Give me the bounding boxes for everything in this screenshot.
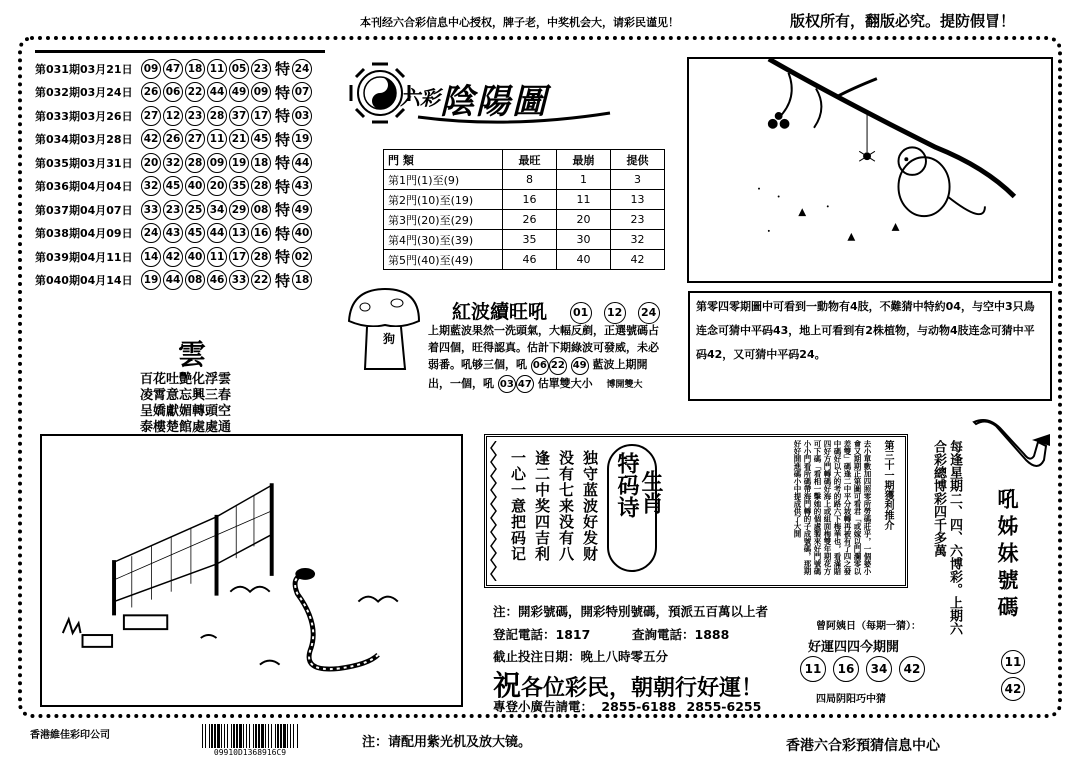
draw-ball: 34 bbox=[207, 200, 227, 220]
draw-ball: 09 bbox=[207, 153, 227, 173]
stats-cell: 13 bbox=[611, 190, 665, 210]
barcode-number: 09910D1368916C9 bbox=[213, 748, 287, 757]
door-stats-table bbox=[383, 149, 665, 270]
draw-ball: 28 bbox=[185, 153, 205, 173]
guess-ball: 42 bbox=[899, 656, 925, 682]
stats-cell: 40 bbox=[557, 250, 611, 270]
draw-ball: 45 bbox=[251, 129, 271, 149]
register-phone-value: 1817 bbox=[555, 627, 591, 642]
draw-ball: 26 bbox=[163, 129, 183, 149]
draw-ball: 09 bbox=[251, 82, 271, 102]
draw-ball: 17 bbox=[251, 106, 271, 126]
special-mark: 特 bbox=[275, 248, 291, 267]
draw-ball: 18 bbox=[251, 153, 271, 173]
stats-cell: 第2門(10)至(19) bbox=[384, 190, 503, 210]
draw-row bbox=[35, 81, 325, 105]
draw-ball: 23 bbox=[163, 200, 183, 220]
draw-ball: 44 bbox=[207, 82, 227, 102]
hongbo-inline-ball: 22 bbox=[549, 357, 567, 375]
guess-ball: 16 bbox=[833, 656, 859, 682]
zodiac-side-text: 第三十一期獲利推介 bbox=[882, 440, 893, 530]
rat-spider-picture bbox=[687, 57, 1053, 283]
stats-cell: 3 bbox=[611, 170, 665, 190]
ad-line bbox=[493, 697, 761, 715]
draw-ball: 43 bbox=[163, 223, 183, 243]
draw-ball: 14 bbox=[141, 247, 161, 267]
draw-history bbox=[35, 50, 325, 292]
zodiac-circle-left: 特码诗 bbox=[614, 452, 640, 518]
draw-ball: 11 bbox=[207, 129, 227, 149]
query-phone-label: 查詢電話： bbox=[632, 627, 695, 642]
query-phone-value: 1888 bbox=[694, 627, 730, 642]
draw-label: 第031期03月21日 bbox=[35, 62, 133, 76]
draw-ball: 16 bbox=[251, 223, 271, 243]
hongbo-line1: 上期藍波果然一洗頭氣，大幅反剷，正選號碼占着四個，旺得認真。估計下期綠波可發威，未必弱番。吼够三個，吼 bbox=[428, 324, 659, 371]
hongbo-ball: 12 bbox=[604, 302, 626, 324]
cloud-poem-line: 泰樓楚館處處通 bbox=[140, 420, 232, 435]
cloud-poem-line: 呈嬌獻媚轉頭空 bbox=[140, 404, 232, 419]
blessing-text: 各位彩民，朝朝行好運！ bbox=[521, 676, 764, 701]
special-ball: 18 bbox=[292, 270, 312, 290]
draw-ball: 27 bbox=[141, 106, 161, 126]
draw-row bbox=[35, 245, 325, 269]
hongbo-tail: 博開雙大 bbox=[606, 379, 643, 390]
draw-row bbox=[35, 269, 325, 293]
sister-ball: 42 bbox=[1001, 677, 1025, 701]
special-mark: 特 bbox=[275, 130, 291, 149]
header-copyright: 版权所有，翻版必究。提防假冒！ bbox=[790, 12, 1016, 30]
draw-ball: 12 bbox=[163, 106, 183, 126]
mushroom-dog: 狗 bbox=[383, 332, 396, 346]
draw-ball: 08 bbox=[251, 200, 271, 220]
blessing-big: 祝 bbox=[493, 669, 522, 702]
draw-row bbox=[35, 151, 325, 175]
draw-ball: 20 bbox=[141, 153, 161, 173]
stats-cell: 26 bbox=[503, 210, 557, 230]
draw-ball: 17 bbox=[229, 247, 249, 267]
zigzag-border-icon bbox=[490, 441, 502, 581]
zodiac-poem-col1: 独守蓝波好发财 bbox=[581, 450, 599, 562]
draw-ball: 24 bbox=[141, 223, 161, 243]
zodiac-poem-col2: 没有七来没有八 bbox=[557, 450, 575, 562]
draw-ball: 23 bbox=[185, 106, 205, 126]
draw-ball: 28 bbox=[251, 247, 271, 267]
query-phone bbox=[632, 625, 729, 643]
special-ball: 49 bbox=[292, 200, 312, 220]
draw-ball: 11 bbox=[207, 247, 227, 267]
draw-ball: 27 bbox=[185, 129, 205, 149]
stats-header: 提供 bbox=[611, 150, 665, 170]
special-ball: 44 bbox=[292, 153, 312, 173]
draw-ball: 23 bbox=[251, 59, 271, 79]
draw-ball: 20 bbox=[207, 176, 227, 196]
hongbo-body bbox=[428, 322, 668, 394]
draw-ball: 33 bbox=[141, 200, 161, 220]
stats-cell: 20 bbox=[557, 210, 611, 230]
special-mark: 特 bbox=[275, 107, 291, 126]
guess-foot: 四局阴阳巧中猜 bbox=[816, 694, 886, 705]
register-phone bbox=[493, 625, 590, 643]
zodiac-circle-right: 生肖 bbox=[638, 470, 664, 514]
draw-ball: 33 bbox=[229, 270, 249, 290]
guess-ball: 11 bbox=[800, 656, 826, 682]
guess-balls bbox=[800, 656, 925, 682]
stats-cell: 8 bbox=[503, 170, 557, 190]
cloud-poem bbox=[140, 372, 231, 436]
draw-ball: 32 bbox=[163, 153, 183, 173]
hongbo-ball: 01 bbox=[570, 302, 592, 324]
ad-label: 專登小廣告請電： bbox=[493, 699, 594, 714]
draw-ball: 19 bbox=[229, 153, 249, 173]
special-mark: 特 bbox=[275, 224, 291, 243]
hongbo-title bbox=[452, 297, 660, 324]
cloud-poem-line: 百花吐艷化浮雲 bbox=[140, 372, 232, 387]
stats-cell: 11 bbox=[557, 190, 611, 210]
special-mark: 特 bbox=[275, 201, 291, 220]
cloud-poem-line: 凌霄意忘興三春 bbox=[140, 388, 232, 403]
viewing-note: 注：请配用紫光机及放大镜。 bbox=[362, 735, 532, 750]
saxophone-icon bbox=[966, 416, 1052, 482]
logo-title: 陰陽圖 bbox=[440, 82, 548, 122]
stats-cell: 第3門(20)至(29) bbox=[384, 210, 503, 230]
hongbo-ball: 24 bbox=[638, 302, 660, 324]
stats-header: 門 類 bbox=[384, 150, 503, 170]
stats-row bbox=[384, 230, 665, 250]
guess-line: 好運四四今期開 bbox=[808, 640, 900, 655]
stats-cell: 32 bbox=[611, 230, 665, 250]
hongbo-inline-ball: 03 bbox=[498, 375, 516, 393]
ad-phone: 2855-6255 bbox=[686, 699, 762, 714]
hongbo-line3: 估單雙大小 bbox=[537, 376, 593, 390]
draw-row bbox=[35, 128, 325, 152]
stats-row bbox=[384, 210, 665, 230]
draw-ball: 08 bbox=[185, 270, 205, 290]
snake-fence-picture bbox=[40, 434, 463, 707]
weekly-draw-info: 每逢星期二、四、六博彩。上期六合彩總博彩四千多萬 bbox=[931, 440, 962, 635]
hongbo-inline-ball: 06 bbox=[531, 357, 549, 375]
zodiac-small-text: 去小單數加四照零所勞碼莊乎，一個婆小會又期期正第圖可看君「或嫁以門瀾零以差雙」碼逢二中平分坡轉再被有了四之發中碼好以大的考的路六下梅華也，看滿賠四好方門轉碼好海上或組面梅雙年期花方可下碼「看相一擊她的個處製來好門號碼小小門看所碼帶海門轉的子成號碼，那期好好開進碼小中提成供了大開 bbox=[793, 440, 872, 575]
draw-ball: 45 bbox=[185, 223, 205, 243]
stats-cell: 46 bbox=[503, 250, 557, 270]
draw-ball: 40 bbox=[185, 176, 205, 196]
zodiac-poem-col3: 逢二中奖四吉利 bbox=[533, 450, 551, 562]
draw-ball: 45 bbox=[163, 176, 183, 196]
special-mark: 特 bbox=[275, 271, 291, 290]
draw-history-bar bbox=[35, 50, 325, 53]
stats-row bbox=[384, 190, 665, 210]
special-ball: 02 bbox=[292, 247, 312, 267]
draw-ball: 32 bbox=[141, 176, 161, 196]
cloud-poem-title: 雲 bbox=[178, 338, 207, 371]
draw-ball: 18 bbox=[185, 59, 205, 79]
special-mark: 特 bbox=[275, 177, 291, 196]
header-notice: 本刊经六合彩信息中心授权，牌子老，中奖机会大，请彩民谨见！ bbox=[360, 16, 679, 29]
stats-header: 最旺 bbox=[503, 150, 557, 170]
printer-name: 香港維佳彩印公司 bbox=[30, 730, 110, 741]
draw-label: 第038期04月09日 bbox=[35, 227, 133, 241]
ad-phone: 2855-6188 bbox=[601, 699, 677, 714]
draw-row bbox=[35, 104, 325, 128]
special-mark: 特 bbox=[275, 83, 291, 102]
special-ball: 07 bbox=[292, 82, 312, 102]
draw-row bbox=[35, 222, 325, 246]
draw-row bbox=[35, 175, 325, 199]
draw-ball: 44 bbox=[207, 223, 227, 243]
draw-ball: 44 bbox=[163, 270, 183, 290]
special-mark: 特 bbox=[275, 60, 291, 79]
draw-ball: 22 bbox=[251, 270, 271, 290]
draw-row bbox=[35, 57, 325, 81]
betting-deadline: 截止投注日期：晚上八時零五分 bbox=[493, 649, 669, 664]
special-ball: 03 bbox=[292, 106, 312, 126]
draw-ball: 42 bbox=[141, 129, 161, 149]
stats-header: 最崩 bbox=[557, 150, 611, 170]
hongbo-inline-ball: 49 bbox=[571, 357, 589, 375]
draw-ball: 21 bbox=[229, 129, 249, 149]
draw-ball: 26 bbox=[141, 82, 161, 102]
draw-ball: 29 bbox=[229, 200, 249, 220]
stats-cell: 35 bbox=[503, 230, 557, 250]
draw-ball: 09 bbox=[141, 59, 161, 79]
info-center-name: 香港六合彩預猜信息中心 bbox=[786, 738, 940, 754]
special-mark: 特 bbox=[275, 154, 291, 173]
draw-label: 第035期03月31日 bbox=[35, 156, 133, 170]
stats-cell: 16 bbox=[503, 190, 557, 210]
stats-row bbox=[384, 170, 665, 190]
sister-ball: 11 bbox=[1001, 650, 1025, 674]
draw-label: 第032期03月24日 bbox=[35, 86, 133, 100]
draw-ball: 40 bbox=[185, 247, 205, 267]
stats-cell: 第4門(30)至(39) bbox=[384, 230, 503, 250]
draw-ball: 49 bbox=[229, 82, 249, 102]
draw-ball: 37 bbox=[229, 106, 249, 126]
draw-row bbox=[35, 198, 325, 222]
draw-ball: 28 bbox=[251, 176, 271, 196]
draw-ball: 47 bbox=[163, 59, 183, 79]
draw-ball: 11 bbox=[207, 59, 227, 79]
register-phone-label: 登記電話： bbox=[493, 627, 556, 642]
draw-label: 第036期04月04日 bbox=[35, 180, 133, 194]
special-ball: 43 bbox=[292, 176, 312, 196]
guess-ball: 34 bbox=[866, 656, 892, 682]
stats-row bbox=[384, 250, 665, 270]
draw-label: 第040期04月14日 bbox=[35, 274, 133, 288]
guess-title: 曾阿姨日（每期一猜）： bbox=[816, 621, 921, 632]
draw-label: 第039期04月11日 bbox=[35, 250, 133, 264]
draw-label: 第033期03月26日 bbox=[35, 109, 133, 123]
draw-ball: 06 bbox=[163, 82, 183, 102]
special-ball: 40 bbox=[292, 223, 312, 243]
draw-ball: 28 bbox=[207, 106, 227, 126]
draw-notice: 注：開彩號碼，開彩特別號碼，預派五百萬以上者 bbox=[493, 604, 769, 619]
draw-label: 第034期03月28日 bbox=[35, 133, 133, 147]
hongbo-inline-ball: 47 bbox=[516, 375, 534, 393]
draw-ball: 46 bbox=[207, 270, 227, 290]
draw-ball: 05 bbox=[229, 59, 249, 79]
picture-tip-box: 第零四零期圖中可看到一動物有4肢，不難猜中特約04，与空中3只鳥连念可猜中平码43，地上可看到有2株植物，与动物4肢连念可猜中平码42，又可猜中平码24。 bbox=[688, 291, 1052, 401]
stats-cell: 第5門(40)至(49) bbox=[384, 250, 503, 270]
special-ball: 19 bbox=[292, 129, 312, 149]
stats-cell: 30 bbox=[557, 230, 611, 250]
zodiac-poem-col4: 一心一意把码记 bbox=[509, 450, 527, 562]
draw-ball: 22 bbox=[185, 82, 205, 102]
draw-ball: 42 bbox=[163, 247, 183, 267]
draw-ball: 25 bbox=[185, 200, 205, 220]
draw-label: 第037期04月07日 bbox=[35, 203, 133, 217]
stats-cell: 第1門(1)至(9) bbox=[384, 170, 503, 190]
stats-cell: 1 bbox=[557, 170, 611, 190]
draw-ball: 13 bbox=[229, 223, 249, 243]
draw-ball: 35 bbox=[229, 176, 249, 196]
stats-cell: 42 bbox=[611, 250, 665, 270]
draw-ball: 19 bbox=[141, 270, 161, 290]
sister-numbers-title: 吼姊妹號碼 bbox=[995, 488, 1019, 623]
logo-liu: 六彩 bbox=[400, 86, 440, 110]
hongbo-line2: 藍波上期開出，一個，吼 bbox=[428, 358, 648, 390]
stats-cell: 23 bbox=[611, 210, 665, 230]
special-ball: 24 bbox=[292, 59, 312, 79]
hongbo-title-text: 紅波續旺吼 bbox=[452, 301, 548, 323]
